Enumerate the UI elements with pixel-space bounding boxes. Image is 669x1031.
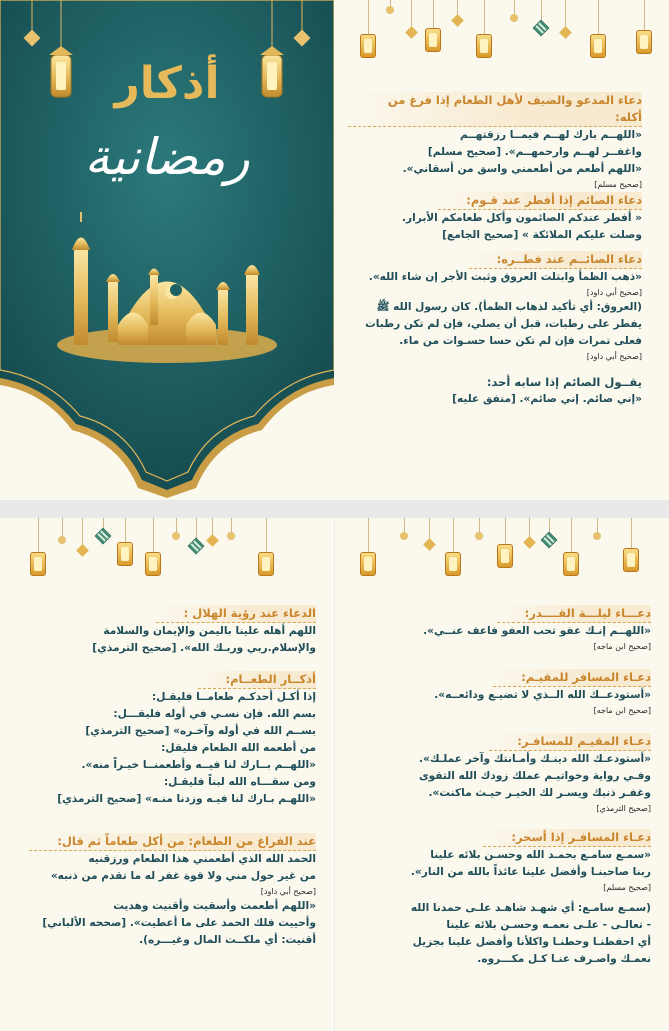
text-line: بســم الله في أوله وآخـره» [صحيح الترمذي] — [85, 725, 316, 737]
text-line: «سمـع سامـع بحمـد الله وحسـن بلائه علينا — [430, 849, 651, 861]
text-line: من أطعمه الله الطعام فليقل: — [161, 742, 316, 754]
cover-subtitle: رمضانية — [84, 128, 250, 186]
text-line: وأحييت فلك الحمد على ما أعطيت». [صححه الألباني] — [42, 917, 316, 929]
section-heading: دعـاء المسافـر إذا أسحر: — [483, 829, 651, 847]
text-line: «أستودعـك الله دينـك وأمـانتك وآخر عملـك». — [418, 753, 651, 765]
section-heading: دعـــاء ليلـــة القــــدر: — [497, 605, 651, 623]
text-line: «اللهم أطعمت وأسقيت وأقنيت وهديت — [113, 900, 316, 912]
text-line: والإسلام.ربي وربـك الله». [صحيح الترمذي] — [92, 642, 316, 654]
section-heading: دعاء الصائــم عند فطــره: — [469, 251, 642, 269]
text-line: أي احفظنـا وحطنـا واكلأنا وأفضل علينا بجزيل — [412, 936, 651, 948]
bottom-right-content — [335, 598, 669, 1028]
cover-design — [0, 0, 334, 500]
text-line: واغفــر لهــم وارحمهــم». [صحيح مسلم] — [427, 146, 642, 158]
section-insulted-fasting — [348, 374, 642, 408]
text-line: الحمد الله الذي أطعمني هذا الطعام ورزقنيه — [88, 853, 316, 865]
text-line: وغفـر ذنبك ويسـر لك الخيـر حيـث ماكنت». — [428, 787, 651, 799]
section-heading: دعـاء المسافر للمقيـم: — [493, 669, 651, 687]
text-line: «ذهب الظمأ وابتلت العروق وثبت الأجر إن شاء الله». — [368, 271, 642, 283]
text-line: وصلت عليكم الملائكة » [صحيح الجامع] — [442, 229, 642, 241]
text-line: من غير حول مني ولا قوة غفر له ما تقدم من ذنبه» — [50, 870, 316, 882]
text-line: « أفطر عندكم الصائمون وأكل طعامكم الأبرار. — [401, 212, 642, 224]
text-line: نعمـك واصـرف عنـا كـل مكـــروه. — [477, 953, 651, 965]
text-line: (العروق: أي تأكيد لذهاب الظمأ). كان رسول الله ﷺ — [376, 301, 642, 313]
section-heading: عند الفراغ من الطعام: من أكل طعاماً ثم قال: — [29, 833, 316, 851]
top-panel — [0, 0, 669, 500]
text-line: «إني صائم. إني صائم». [متفق عليه] — [452, 393, 642, 405]
section-heading: أذكــار الطعــام: — [198, 671, 317, 689]
text-line: «أستودعــك الله الــذي لا تضيـع ودائعــه». — [434, 689, 651, 701]
text-line: «اللهــم بــارك لنا فيــه وأطعمنــا خيـراً منه». — [81, 759, 316, 771]
text-line: «اللهــم إنـك عفو تحب العفو فاعف عنــي». — [423, 625, 651, 637]
section-crescent — [10, 602, 316, 657]
section-heading: الدعاء عند رؤية الهلال : — [156, 605, 316, 623]
section-fasting-iftar — [348, 248, 642, 363]
section-heading: دعاء المدعو والضيف لأهل الطعام إذا فرغ من أكله: — [348, 92, 642, 127]
cover-title: أذكار — [114, 58, 220, 109]
bottom-left-content — [0, 598, 334, 1028]
source-ref: [صحيح أبي داود] — [586, 352, 642, 361]
text-line: وفـي رواية وخواتيـم عملك زودك الله التقوى — [418, 770, 651, 782]
text-line: فعلى تمرات فإن لم تكن حسا حسـوات من ماء. — [399, 335, 642, 347]
section-laylat-alqadr — [345, 602, 651, 653]
source-ref: [صحيح الترمذي] — [596, 804, 651, 813]
text-line: ربنا صاحبنـا وأفضل علينا عائذاً بالله من النار». — [410, 866, 651, 878]
text-line: أقنيت: أي ملكــت المال وغيـــره). — [139, 934, 316, 946]
section-guest-dua — [348, 92, 642, 191]
text-line: بسم الله. فإن نسـي في أوله فليقـــل: — [113, 708, 316, 720]
section-resident-to-traveler — [345, 730, 651, 815]
source-ref: [صحيح ابن ماجه] — [593, 642, 651, 651]
section-traveler-dawn — [345, 826, 651, 968]
section-traveler-to-resident — [345, 666, 651, 717]
text-line: «اللهــم بارك لهــم فيمــا رزقتهــم — [460, 129, 642, 141]
source-ref: [صحيح ابن ماجه] — [593, 706, 651, 715]
section-food — [10, 668, 316, 808]
text-line: اللهم أهله علينا باليمن والإيمان والسلامة — [103, 625, 316, 637]
section-after-meal — [10, 830, 316, 949]
section-heading: دعاء الصائم إذا أفطر عند قـوم: — [438, 192, 642, 210]
text-line: يفطر على رطبات، قبل أن يصلي، فإن لم تكن رطبات — [365, 318, 642, 330]
source-ref: [صحيح أبي داود] — [260, 887, 316, 896]
text-line: ومن سقـــاه الله لبناً فليقـل: — [163, 776, 316, 788]
text-line: (سمـع سامـع: أي شهـد شاهـد علـى حمدنا الله — [410, 902, 651, 914]
section-iftar-guest — [348, 189, 642, 244]
section-heading: دعـاء المقيـم للمسافـر: — [489, 733, 651, 751]
bottom-left-panel — [0, 518, 334, 1031]
text-line: إذا أكـل أحدكـم طعامــا فليقـل: — [151, 691, 316, 703]
section-heading: يقــول الصائم إذا سابه أحد: — [486, 375, 642, 389]
source-ref: [صحيح مسلم] — [603, 883, 651, 892]
text-line: «اللهم أطعم من أطعمني واسق من أسقاني». — [402, 163, 642, 175]
source-ref: [صحيح أبي داود] — [586, 288, 642, 297]
text-line: «اللهـم بـارك لنا فيـه وزدنا منـه» [صحيح الترمذي] — [57, 793, 316, 805]
source-ref: [صحيح مسلم] — [594, 180, 642, 189]
text-line: - تعالـى - علـى نعمـه وحسـن بلائه علينا — [446, 919, 651, 931]
bottom-right-panel — [335, 518, 669, 1031]
top-right-content — [338, 92, 660, 492]
